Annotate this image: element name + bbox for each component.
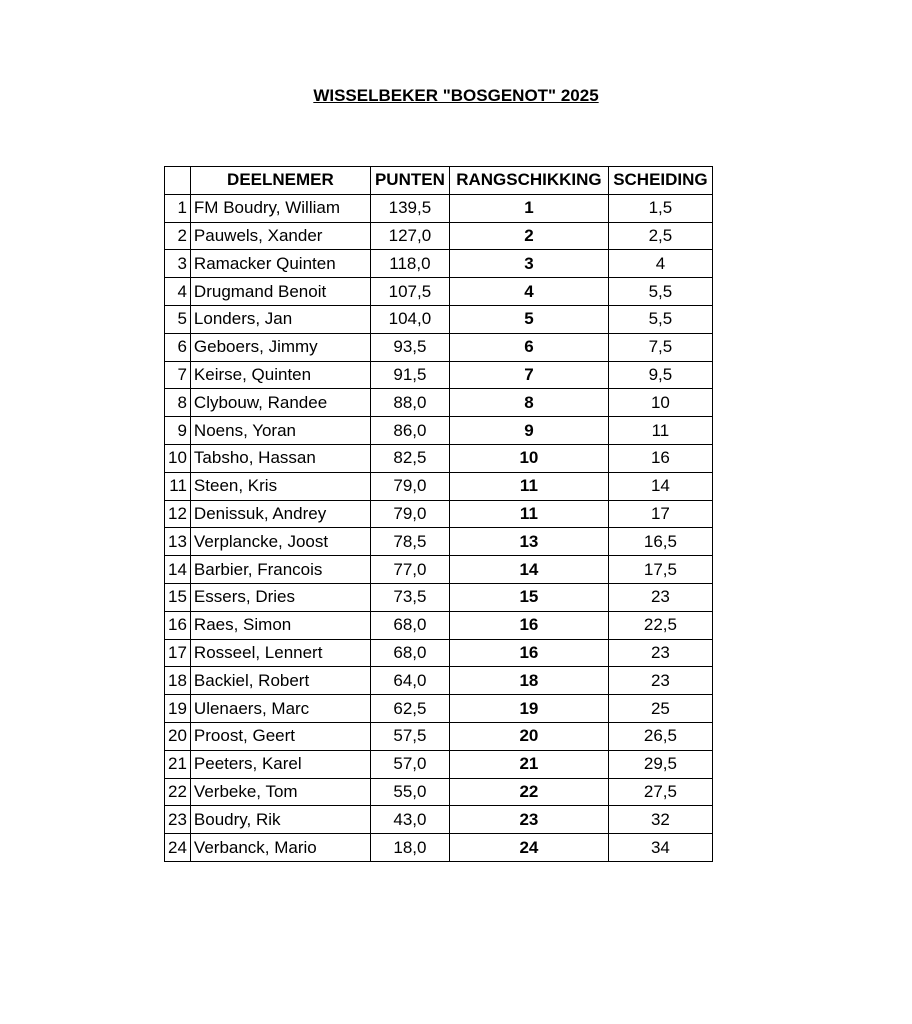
tiebreak-cell: 2,5	[608, 222, 712, 250]
rank-cell: 5	[449, 305, 608, 333]
tiebreak-cell: 17,5	[608, 556, 712, 584]
rank-cell: 9	[449, 417, 608, 445]
participant-name: Peeters, Karel	[190, 750, 370, 778]
rank-cell: 13	[449, 528, 608, 556]
participant-name: Clybouw, Randee	[190, 389, 370, 417]
row-number: 7	[165, 361, 191, 389]
header-tiebreak: SCHEIDING	[608, 167, 712, 195]
table-row	[165, 305, 713, 333]
tiebreak-cell: 22,5	[608, 611, 712, 639]
tiebreak-cell: 5,5	[608, 305, 712, 333]
points-cell: 79,0	[370, 500, 449, 528]
tiebreak-cell: 1,5	[608, 194, 712, 222]
row-number: 9	[165, 417, 191, 445]
table-row	[165, 472, 713, 500]
points-cell: 82,5	[370, 444, 449, 472]
row-number: 1	[165, 194, 191, 222]
participant-name: Verbeke, Tom	[190, 778, 370, 806]
table-row	[165, 583, 713, 611]
rank-cell: 2	[449, 222, 608, 250]
table-row	[165, 500, 713, 528]
participant-name: Drugmand Benoit	[190, 278, 370, 306]
participant-name: Noens, Yoran	[190, 417, 370, 445]
table-row	[165, 695, 713, 723]
table-row	[165, 778, 713, 806]
tiebreak-cell: 23	[608, 639, 712, 667]
rank-cell: 15	[449, 583, 608, 611]
participant-name: Keirse, Quinten	[190, 361, 370, 389]
header-blank-cell	[165, 167, 191, 195]
points-cell: 55,0	[370, 778, 449, 806]
points-cell: 118,0	[370, 250, 449, 278]
row-number: 16	[165, 611, 191, 639]
header-points: PUNTEN	[370, 167, 449, 195]
participant-name: Geboers, Jimmy	[190, 333, 370, 361]
rank-cell: 10	[449, 444, 608, 472]
table-row	[165, 361, 713, 389]
table-row	[165, 194, 713, 222]
row-number: 23	[165, 806, 191, 834]
table-row	[165, 750, 713, 778]
tiebreak-cell: 7,5	[608, 333, 712, 361]
points-cell: 57,0	[370, 750, 449, 778]
header-rank: RANGSCHIKKING	[449, 167, 608, 195]
participant-name: Essers, Dries	[190, 583, 370, 611]
tiebreak-cell: 23	[608, 667, 712, 695]
row-number: 19	[165, 695, 191, 723]
points-cell: 43,0	[370, 806, 449, 834]
tiebreak-cell: 10	[608, 389, 712, 417]
row-number: 14	[165, 556, 191, 584]
rank-cell: 11	[449, 472, 608, 500]
points-cell: 77,0	[370, 556, 449, 584]
participant-name: Pauwels, Xander	[190, 222, 370, 250]
points-cell: 73,5	[370, 583, 449, 611]
tiebreak-cell: 17	[608, 500, 712, 528]
tiebreak-cell: 25	[608, 695, 712, 723]
rank-cell: 11	[449, 500, 608, 528]
table-row	[165, 528, 713, 556]
participant-name: Tabsho, Hassan	[190, 444, 370, 472]
points-cell: 62,5	[370, 695, 449, 723]
row-number: 5	[165, 305, 191, 333]
row-number: 17	[165, 639, 191, 667]
table-row	[165, 222, 713, 250]
points-cell: 139,5	[370, 194, 449, 222]
tiebreak-cell: 16	[608, 444, 712, 472]
rank-cell: 18	[449, 667, 608, 695]
tiebreak-cell: 29,5	[608, 750, 712, 778]
table-row	[165, 806, 713, 834]
participant-name: Boudry, Rik	[190, 806, 370, 834]
participant-name: Rosseel, Lennert	[190, 639, 370, 667]
table-row	[165, 250, 713, 278]
tiebreak-cell: 34	[608, 834, 712, 862]
points-cell: 68,0	[370, 639, 449, 667]
points-cell: 86,0	[370, 417, 449, 445]
row-number: 2	[165, 222, 191, 250]
row-number: 10	[165, 444, 191, 472]
row-number: 15	[165, 583, 191, 611]
rank-cell: 16	[449, 639, 608, 667]
row-number: 6	[165, 333, 191, 361]
participant-name: Verplancke, Joost	[190, 528, 370, 556]
points-cell: 57,5	[370, 722, 449, 750]
participant-name: Verbanck, Mario	[190, 834, 370, 862]
participant-name: Ramacker Quinten	[190, 250, 370, 278]
points-cell: 68,0	[370, 611, 449, 639]
points-cell: 18,0	[370, 834, 449, 862]
table-row	[165, 333, 713, 361]
page-title: WISSELBEKER "BOSGENOT" 2025	[313, 86, 599, 105]
points-cell: 91,5	[370, 361, 449, 389]
tiebreak-cell: 4	[608, 250, 712, 278]
table-row	[165, 444, 713, 472]
tiebreak-cell: 32	[608, 806, 712, 834]
row-number: 21	[165, 750, 191, 778]
participant-name: Ulenaers, Marc	[190, 695, 370, 723]
points-cell: 88,0	[370, 389, 449, 417]
rank-cell: 24	[449, 834, 608, 862]
points-cell: 107,5	[370, 278, 449, 306]
tiebreak-cell: 14	[608, 472, 712, 500]
table-row	[165, 834, 713, 862]
rank-cell: 16	[449, 611, 608, 639]
table-row	[165, 667, 713, 695]
rank-cell: 19	[449, 695, 608, 723]
table-row	[165, 639, 713, 667]
rank-cell: 3	[449, 250, 608, 278]
header-name: DEELNEMER	[190, 167, 370, 195]
rank-cell: 21	[449, 750, 608, 778]
participant-name: FM Boudry, William	[190, 194, 370, 222]
points-cell: 79,0	[370, 472, 449, 500]
row-number: 22	[165, 778, 191, 806]
table-row	[165, 389, 713, 417]
points-cell: 93,5	[370, 333, 449, 361]
points-cell: 64,0	[370, 667, 449, 695]
row-number: 18	[165, 667, 191, 695]
row-number: 24	[165, 834, 191, 862]
rank-cell: 1	[449, 194, 608, 222]
row-number: 4	[165, 278, 191, 306]
tiebreak-cell: 16,5	[608, 528, 712, 556]
tiebreak-cell: 11	[608, 417, 712, 445]
table-row	[165, 417, 713, 445]
rank-cell: 23	[449, 806, 608, 834]
points-cell: 78,5	[370, 528, 449, 556]
row-number: 20	[165, 722, 191, 750]
tiebreak-cell: 26,5	[608, 722, 712, 750]
tiebreak-cell: 23	[608, 583, 712, 611]
points-cell: 127,0	[370, 222, 449, 250]
participant-name: Londers, Jan	[190, 305, 370, 333]
participant-name: Proost, Geert	[190, 722, 370, 750]
participant-name: Steen, Kris	[190, 472, 370, 500]
rank-cell: 8	[449, 389, 608, 417]
table-row	[165, 278, 713, 306]
rank-cell: 4	[449, 278, 608, 306]
participant-name: Barbier, Francois	[190, 556, 370, 584]
rank-cell: 14	[449, 556, 608, 584]
table-row	[165, 722, 713, 750]
tiebreak-cell: 5,5	[608, 278, 712, 306]
rank-cell: 7	[449, 361, 608, 389]
rank-cell: 22	[449, 778, 608, 806]
rank-cell: 6	[449, 333, 608, 361]
tiebreak-cell: 9,5	[608, 361, 712, 389]
participant-name: Denissuk, Andrey	[190, 500, 370, 528]
row-number: 12	[165, 500, 191, 528]
points-cell: 104,0	[370, 305, 449, 333]
row-number: 8	[165, 389, 191, 417]
rank-cell: 20	[449, 722, 608, 750]
row-number: 13	[165, 528, 191, 556]
header-row	[165, 167, 713, 195]
standings-table	[164, 166, 713, 862]
row-number: 3	[165, 250, 191, 278]
participant-name: Backiel, Robert	[190, 667, 370, 695]
table-row	[165, 611, 713, 639]
row-number: 11	[165, 472, 191, 500]
tiebreak-cell: 27,5	[608, 778, 712, 806]
table-row	[165, 556, 713, 584]
participant-name: Raes, Simon	[190, 611, 370, 639]
